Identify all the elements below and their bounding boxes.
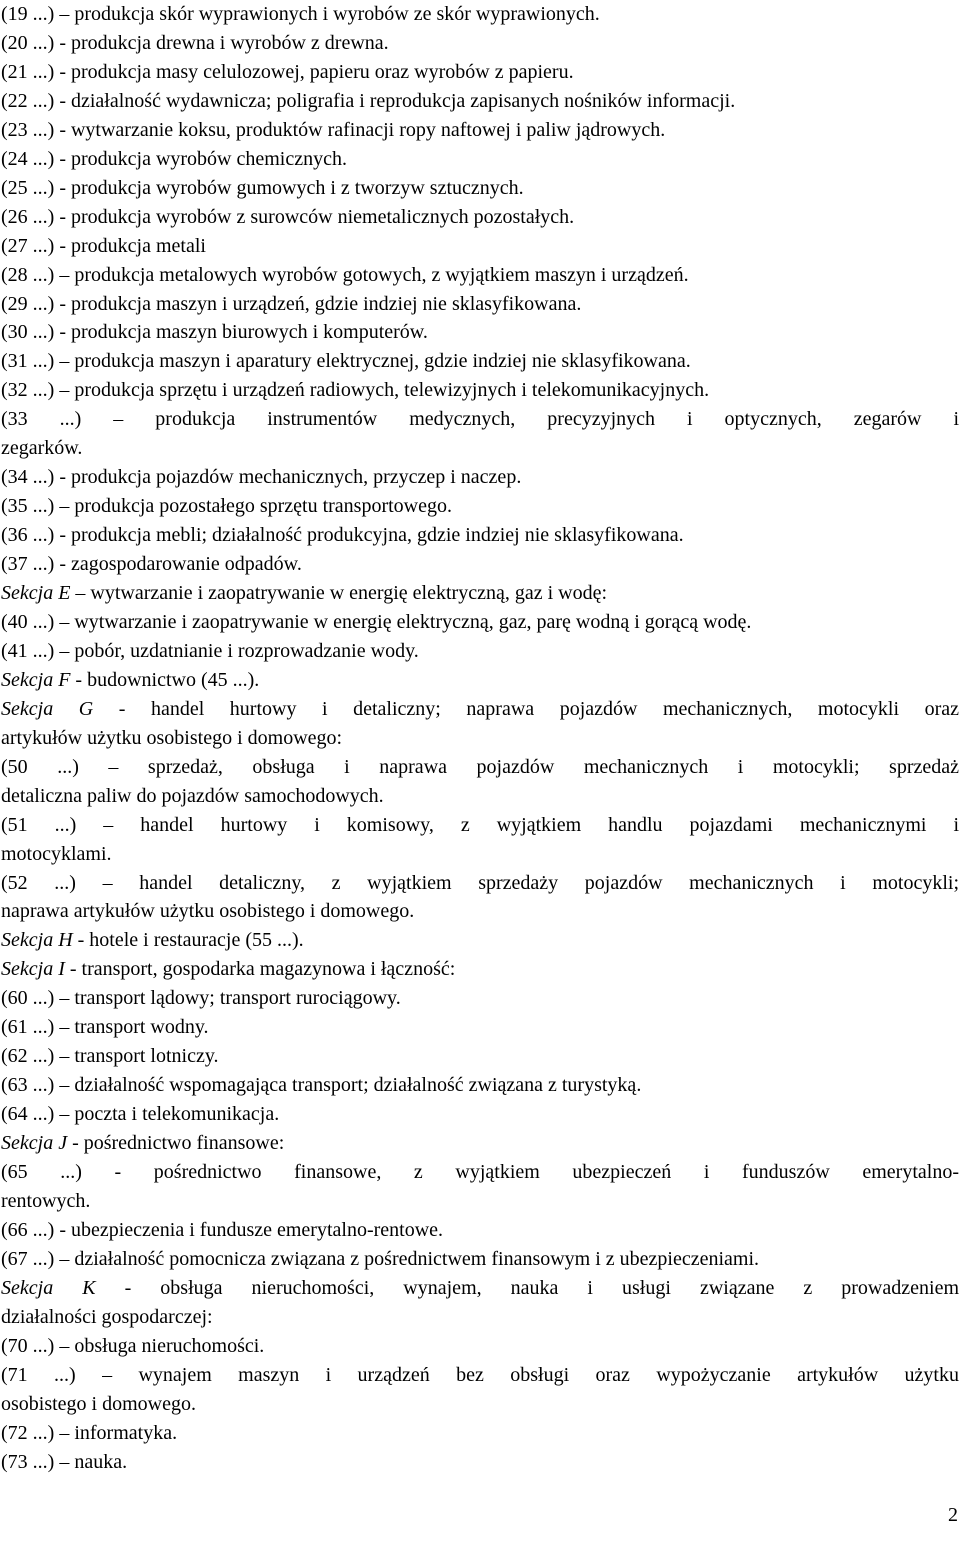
line-text: (22 ...) - działalność wydawnicza; poligrafia i reprodukcja zapisanych nośników informacji. xyxy=(1,89,736,112)
text-line xyxy=(1,608,959,637)
text-line xyxy=(1,1158,959,1187)
text-line xyxy=(1,405,959,434)
line-text: (26 ...) - produkcja wyrobów z surowców niemetalicznych pozostałych. xyxy=(1,205,575,228)
text-line xyxy=(1,897,959,926)
text-line xyxy=(1,232,959,261)
line-text: (70 ...) – obsługa nieruchomości. xyxy=(1,1334,265,1357)
text-line xyxy=(1,1216,959,1245)
line-text: - hotele i restauracje (55 ...). xyxy=(72,929,304,952)
line-text: (41 ...) – pobór, uzdatnianie i rozprowadzanie wody. xyxy=(1,639,419,662)
text-line xyxy=(1,29,959,58)
text-line xyxy=(1,261,959,290)
line-text: (35 ...) – produkcja pozostałego sprzętu transportowego. xyxy=(1,495,452,518)
line-text: (61 ...) – transport wodny. xyxy=(1,1016,209,1039)
line-text: – wytwarzanie i zaopatrywanie w energię elektryczną, gaz i wodę: xyxy=(70,582,608,605)
line-text: (40 ...) – wytwarzanie i zaopatrywanie w energię elektryczną, gaz, parę wodną i gorącą wodę. xyxy=(1,611,752,633)
line-text: (71 ...) – wynajem maszyn i urządzeń bez obsługi oraz wypożyczanie artykułów użytku xyxy=(1,1363,959,1386)
text-line xyxy=(1,87,959,116)
text-line xyxy=(1,984,959,1013)
page-number: 2 xyxy=(948,1504,958,1526)
line-text: (72 ...) – informatyka. xyxy=(1,1421,178,1444)
line-text: detaliczna paliw do pojazdów samochodowych. xyxy=(1,784,384,807)
text-line xyxy=(1,203,959,232)
line-text: (52 ...) – handel detaliczny, z wyjątkiem sprzedaży pojazdów mechanicznych i motocykli; xyxy=(1,871,959,894)
section-label: Sekcja J xyxy=(1,1132,68,1155)
line-text: (51 ...) – handel hurtowy i komisowy, z wyjątkiem handlu pojazdami mechanicznymi i xyxy=(1,813,959,836)
section-label: Sekcja F xyxy=(1,668,71,691)
text-line xyxy=(1,1013,959,1042)
text-line xyxy=(1,145,959,174)
line-text: (73 ...) – nauka. xyxy=(1,1450,128,1473)
line-text: naprawa artykułów użytku osobistego i domowego. xyxy=(1,900,415,923)
line-text: (60 ...) – transport lądowy; transport rurociągowy. xyxy=(1,987,401,1010)
section-heading-line xyxy=(1,1274,959,1303)
text-line xyxy=(1,869,959,898)
line-text: - obsługa nieruchomości, wynajem, nauka i usługi związane z prowadzeniem xyxy=(95,1276,959,1299)
document-body xyxy=(1,0,959,1476)
section-label: Sekcja H xyxy=(1,929,73,952)
line-text: (50 ...) – sprzedaż, obsługa i naprawa pojazdów mechanicznych i motocykli; sprzedaż xyxy=(1,755,959,778)
text-line xyxy=(1,1245,959,1274)
line-text: (19 ...) – produkcja skór wyprawionych i wyrobów ze skór wyprawionych. xyxy=(1,3,600,25)
text-line xyxy=(1,116,959,145)
line-text: (27 ...) - produkcja metali xyxy=(1,234,206,257)
line-text: - pośrednictwo finansowe: xyxy=(67,1132,285,1155)
section-heading-line xyxy=(1,666,959,695)
line-text: (65 ...) - pośrednictwo finansowe, z wyjątkiem ubezpieczeń i funduszów emerytalno- xyxy=(1,1161,959,1184)
text-line xyxy=(1,1419,959,1448)
text-line xyxy=(1,434,959,463)
text-line xyxy=(1,174,959,203)
text-line xyxy=(1,1332,959,1361)
line-text: (30 ...) - produkcja maszyn biurowych i komputerów. xyxy=(1,321,428,344)
line-text: motocyklami. xyxy=(1,842,112,865)
text-line xyxy=(1,782,959,811)
section-heading-line xyxy=(1,955,959,984)
line-text: (66 ...) - ubezpieczenia i fundusze emerytalno-rentowe. xyxy=(1,1218,444,1241)
section-heading-line xyxy=(1,926,959,955)
section-heading-line xyxy=(1,695,959,724)
text-line xyxy=(1,1071,959,1100)
line-text: (32 ...) – produkcja sprzętu i urządzeń radiowych, telewizyjnych i telekomunikacyjnych. xyxy=(1,379,710,402)
line-text: (62 ...) – transport lotniczy. xyxy=(1,1045,219,1068)
text-line xyxy=(1,492,959,521)
text-line xyxy=(1,753,959,782)
line-text: artykułów użytku osobistego i domowego: xyxy=(1,726,343,749)
line-text: osobistego i domowego. xyxy=(1,1392,196,1415)
line-text: (67 ...) – działalność pomocnicza związana z pośrednictwem finansowym i z ubezpieczeniami. xyxy=(1,1247,760,1270)
text-line xyxy=(1,1361,959,1390)
text-line xyxy=(1,1187,959,1216)
text-line xyxy=(1,1390,959,1419)
line-text: (36 ...) - produkcja mebli; działalność produkcyjna, gdzie indziej nie sklasyfikowana. xyxy=(1,524,684,547)
text-line xyxy=(1,290,959,319)
section-label: Sekcja K xyxy=(1,1276,96,1299)
line-text: (25 ...) - produkcja wyrobów gumowych i z tworzyw sztucznych. xyxy=(1,176,524,199)
text-line xyxy=(1,463,959,492)
text-line xyxy=(1,1303,959,1332)
line-text: (29 ...) - produkcja maszyn i urządzeń, gdzie indziej nie sklasyfikowana. xyxy=(1,292,582,315)
line-text: (24 ...) - produkcja wyrobów chemicznych. xyxy=(1,147,347,170)
line-text: (37 ...) - zagospodarowanie odpadów. xyxy=(1,553,302,576)
line-text: (34 ...) - produkcja pojazdów mechanicznych, przyczep i naczep. xyxy=(1,466,522,489)
section-heading-line xyxy=(1,579,959,608)
line-text: (64 ...) – poczta i telekomunikacja. xyxy=(1,1103,280,1126)
text-line xyxy=(1,0,959,29)
section-label: Sekcja E xyxy=(1,582,71,605)
text-line xyxy=(1,376,959,405)
text-line xyxy=(1,318,959,347)
text-line xyxy=(1,1042,959,1071)
text-line xyxy=(1,1100,959,1129)
line-text: rentowych. xyxy=(1,1189,91,1212)
line-text: (33 ...) – produkcja instrumentów medycznych, precyzyjnych i optycznych, zegarów i xyxy=(1,408,959,431)
line-text: (63 ...) – działalność wspomagająca transport; działalność związana z turystyką. xyxy=(1,1074,642,1097)
line-text: (23 ...) - wytwarzanie koksu, produktów rafinacji ropy naftowej i paliw jądrowych. xyxy=(1,118,666,141)
line-text: - transport, gospodarka magazynowa i łączność: xyxy=(64,958,456,981)
text-line xyxy=(1,811,959,840)
text-line xyxy=(1,521,959,550)
text-line xyxy=(1,840,959,869)
line-text: (28 ...) – produkcja metalowych wyrobów gotowych, z wyjątkiem maszyn i urządzeń. xyxy=(1,263,689,286)
text-line xyxy=(1,58,959,87)
section-label: Sekcja G xyxy=(1,697,94,720)
line-text: - budownictwo (45 ...). xyxy=(70,668,260,691)
text-line xyxy=(1,1448,959,1477)
section-heading-line xyxy=(1,1129,959,1158)
text-line xyxy=(1,347,959,376)
line-text: - handel hurtowy i detaliczny; naprawa pojazdów mechanicznych, motocykli oraz xyxy=(93,697,959,720)
text-line xyxy=(1,637,959,666)
line-text: zegarków. xyxy=(1,437,83,460)
text-line xyxy=(1,724,959,753)
line-text: (20 ...) - produkcja drewna i wyrobów z drewna. xyxy=(1,31,389,54)
section-label: Sekcja I xyxy=(1,958,65,981)
line-text: działalności gospodarczej: xyxy=(1,1305,213,1328)
line-text: (21 ...) - produkcja masy celulozowej, papieru oraz wyrobów z papieru. xyxy=(1,60,574,83)
line-text: (31 ...) – produkcja maszyn i aparatury elektrycznej, gdzie indziej nie sklasyfikowana. xyxy=(1,350,691,373)
text-line xyxy=(1,550,959,579)
